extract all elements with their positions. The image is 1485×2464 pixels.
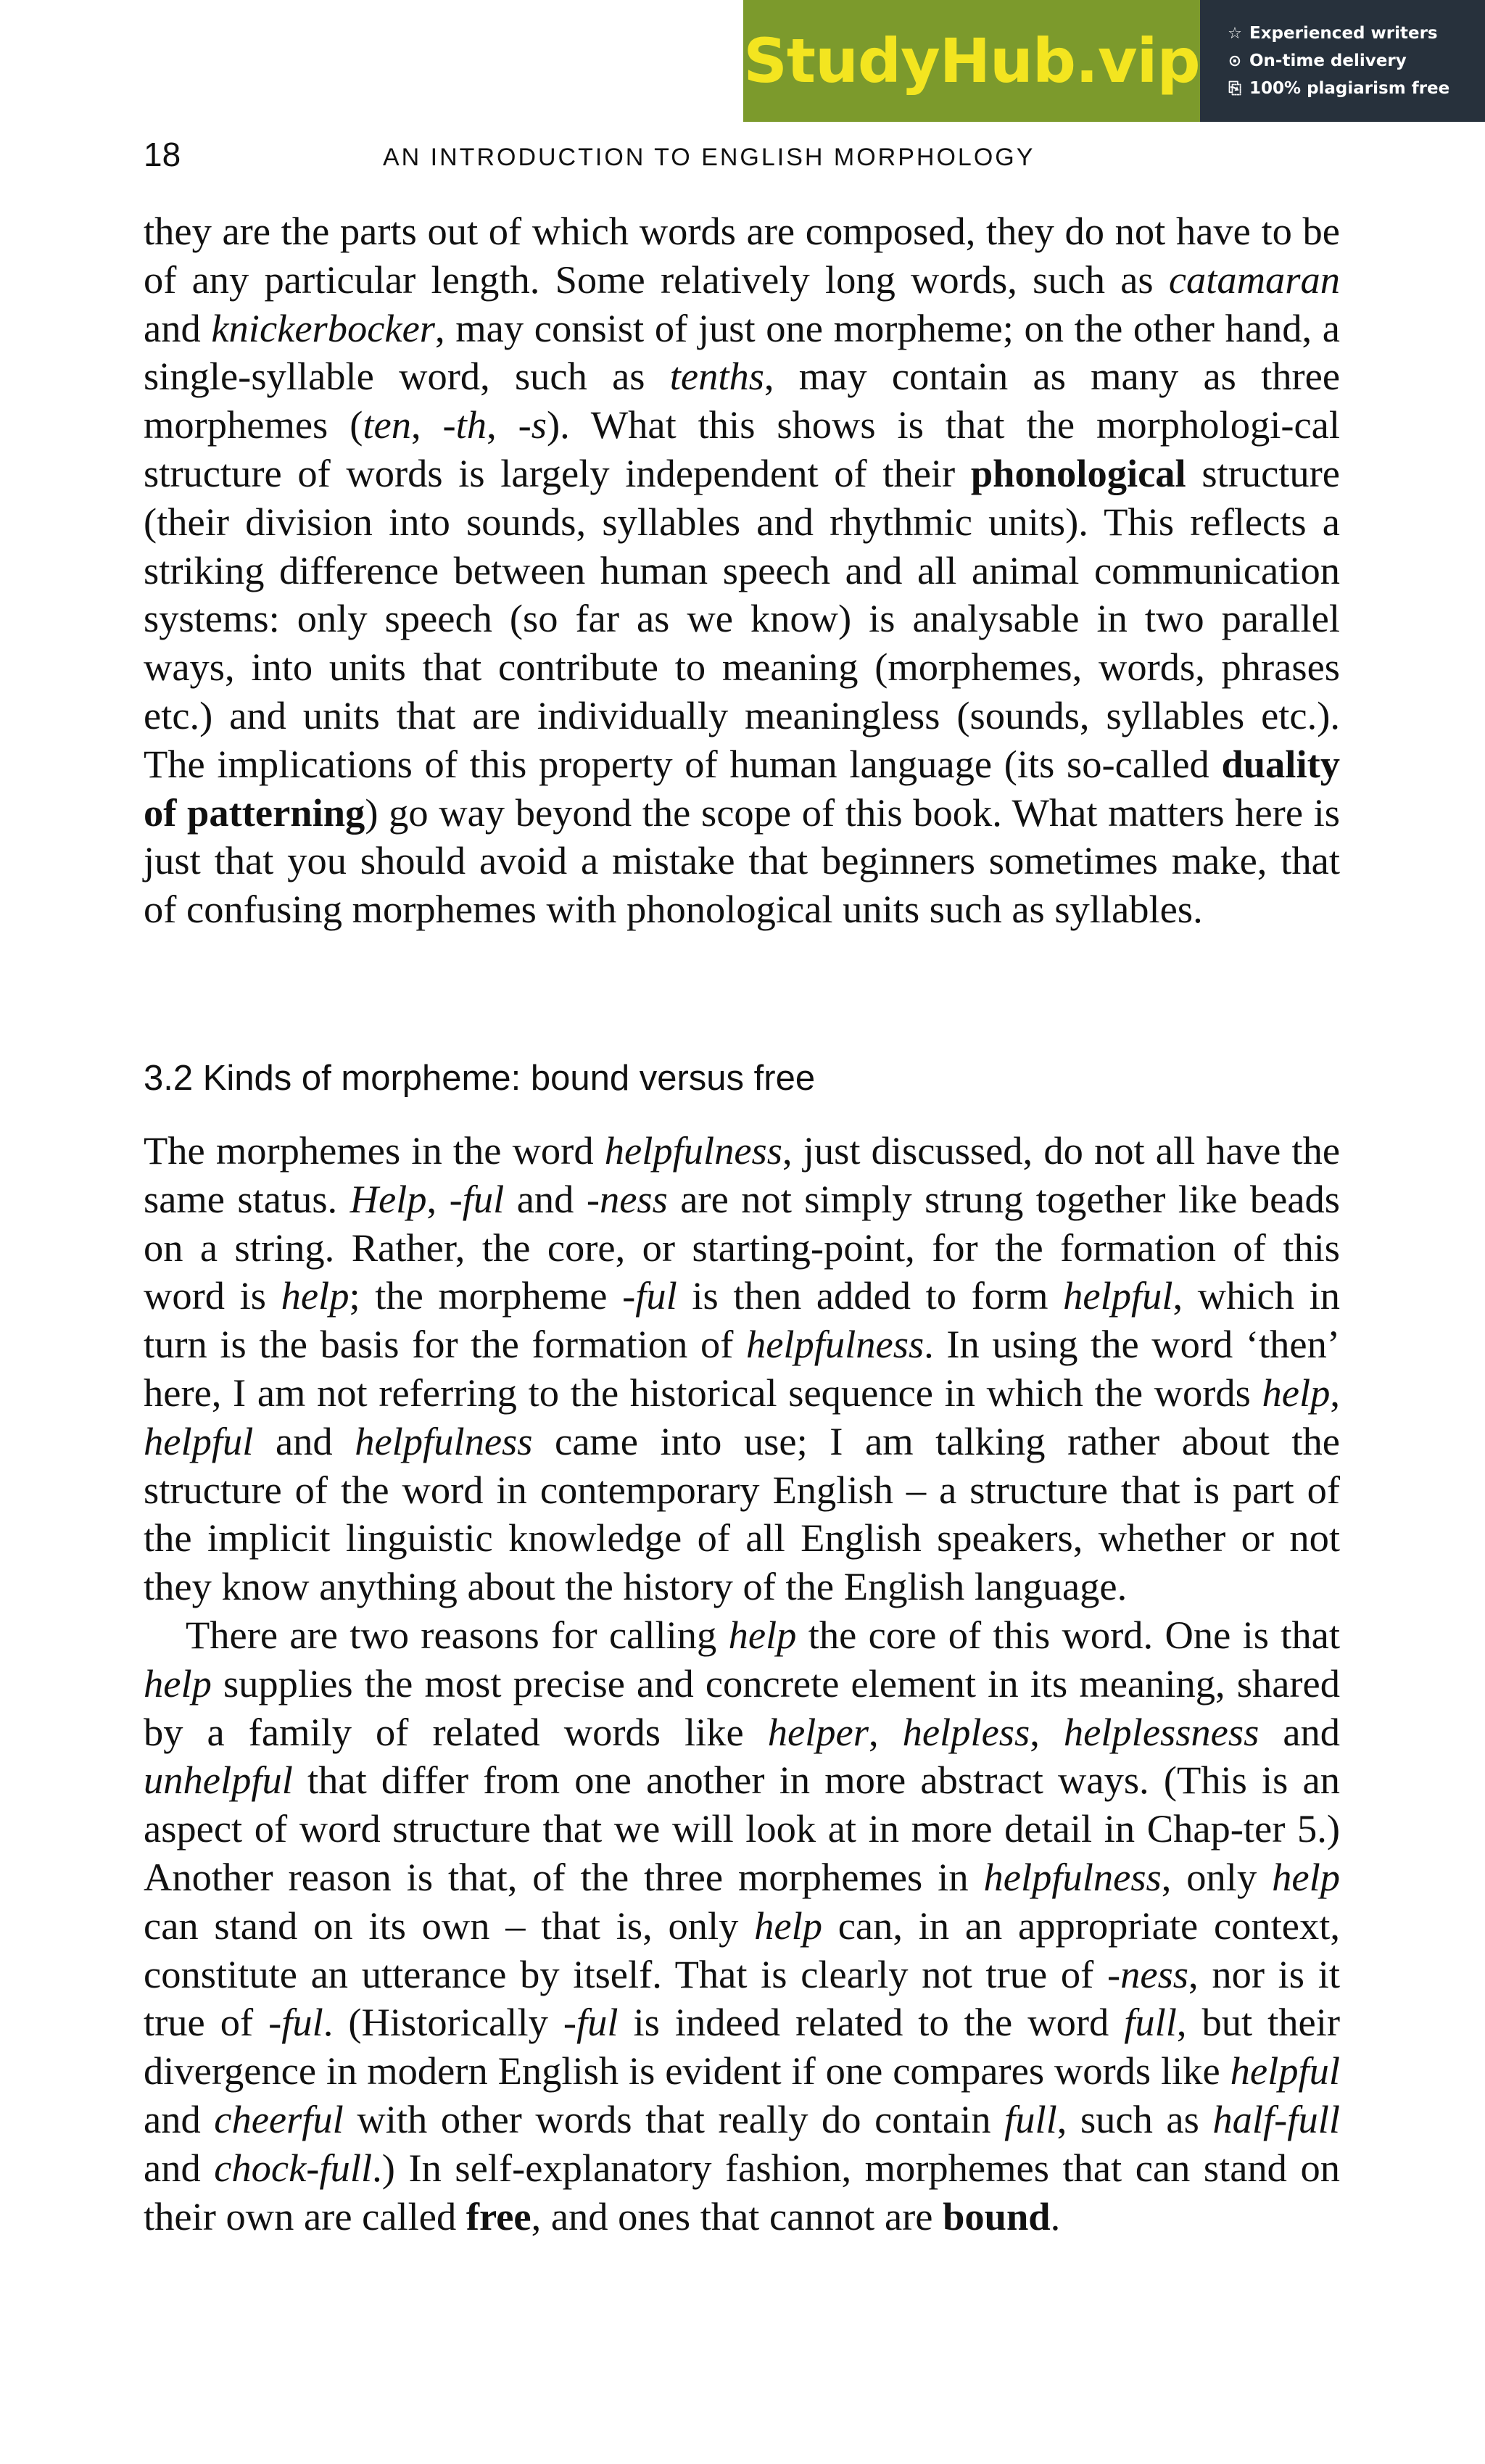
- studyhub-logo[interactable]: StudyHub.vip: [743, 0, 1200, 122]
- paragraph-text: they are the parts out of which words are composed, they do not have to be of any particular length. Some relatively long words, such as catamaran and knickerbocker, may consist of just one morpheme; on the other hand, a single-syllable word, such as tenths, may contain as many as three morphemes (ten, -th, -s). What this shows is that the morphologi-cal structure of words is largely independent of their phonological structure (their division into sounds, syllables and rhythmic units). This reflects a striking difference between human speech and all animal communication systems: only speech (so far as we know) is analysable in two parallel ways, into units that contribute to meaning (morphemes, words, phrases etc.) and units that are individually meaningless (sounds, syllables etc.). The implications of this property of human language (its so-called duality of patterning) go way beyond the scope of this book. What matters here is just that you should avoid a mistake that beginners sometimes make, that of confusing morphemes with phonological units such as syllables.: [144, 209, 1341, 932]
- perk-label: On-time delivery: [1249, 51, 1407, 70]
- copy-icon: ⎘: [1228, 79, 1241, 98]
- star-icon: ☆: [1228, 24, 1242, 43]
- section-body: [144, 1127, 1340, 2241]
- clock-icon: ⊙: [1228, 51, 1242, 70]
- perk-item: [1226, 79, 1485, 98]
- perk-item: [1226, 24, 1485, 43]
- paragraph-text: There are two reasons for calling help the core of this word. One is that help supplies the most precise and concrete element in its meaning, shared by a family of related words like helper, helpless, helplessness and unhelpful that differ from one another in more abstract ways. (This is an aspect of word structure that we will look at in more detail in Chap-ter 5.) Another reason is that, of the three morphemes in helpfulness, only help can stand on its own – that is, only help can, in an appropriate context, constitute an utterance by itself. That is clearly not true of -ness, nor is it true of -ful. (Historically -ful is indeed related to the word full, but their divergence in modern English is evident if one compares words like helpful and cheerful with other words that really do contain full, such as half-full and chock-full.) In self-explanatory fashion, morphemes that can stand on their own are called free, and ones that cannot are bound.: [144, 1612, 1341, 2238]
- perk-item: [1226, 51, 1485, 70]
- page-number: 18: [144, 136, 181, 173]
- perks-list: [1200, 0, 1485, 122]
- body-paragraph: [144, 207, 1340, 934]
- perk-label: 100% plagiarism free: [1249, 79, 1450, 98]
- paragraph-text: The morphemes in the word helpfulness, just discussed, do not all have the same status. Help, -ful and -ness are not simply strung together like beads on a string. Rather, the core, or starting-point, for the formation of this word is help; the morpheme -ful is then added to form helpful, which in turn is the basis for the formation of helpfulness. In using the word ‘then’ here, I am not referring to the historical sequence in which the words help, helpful and helpfulness came into use; I am talking rather about the structure of the word in contemporary English – a structure that is part of the implicit linguistic knowledge of all English speakers, whether or not they know anything about the history of the English language.: [144, 1128, 1341, 1609]
- studyhub-banner[interactable]: [743, 0, 1485, 122]
- section-heading: 3.2 Kinds of morpheme: bound versus free: [144, 1059, 816, 1098]
- perk-label: Experienced writers: [1249, 24, 1438, 43]
- running-head: AN INTRODUCTION TO ENGLISH MORPHOLOGY: [383, 144, 1035, 171]
